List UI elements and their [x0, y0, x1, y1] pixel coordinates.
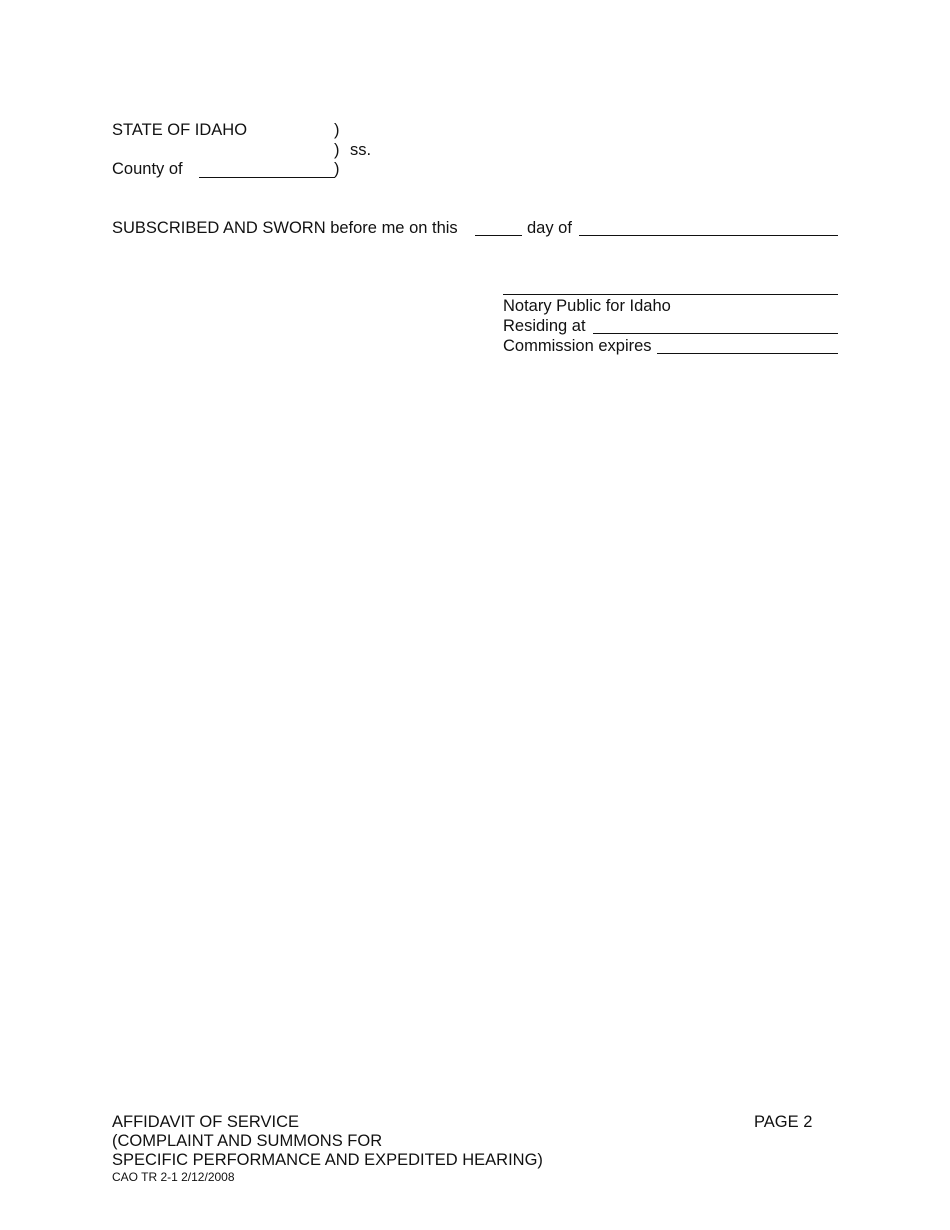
venue-paren-2: )	[334, 141, 340, 159]
commission-underline	[657, 353, 838, 354]
day-of-label: day of	[527, 219, 572, 237]
month-year-field[interactable]	[579, 217, 838, 237]
month-year-underline	[579, 235, 838, 236]
sworn-text: SUBSCRIBED AND SWORN before me on this	[112, 219, 458, 237]
commission-label: Commission expires	[503, 337, 652, 355]
notary-signature-line	[503, 294, 838, 295]
venue-paren-1: )	[334, 121, 340, 139]
ss-label: ss.	[350, 141, 372, 159]
residing-underline	[593, 333, 838, 334]
venue-paren-3: )	[334, 160, 340, 178]
day-underline	[475, 235, 522, 236]
footer-subtitle-2: SPECIFIC PERFORMANCE AND EXPEDITED HEARING)	[112, 1151, 543, 1169]
page-number: PAGE 2	[754, 1113, 813, 1131]
county-underline	[199, 177, 335, 178]
day-field[interactable]	[475, 217, 522, 237]
state-label: STATE OF IDAHO	[112, 121, 248, 139]
residing-field[interactable]	[593, 315, 838, 335]
county-field[interactable]	[199, 158, 335, 178]
county-label: County of	[112, 160, 183, 178]
footer-subtitle-1: (COMPLAINT AND SUMMONS FOR	[112, 1132, 383, 1150]
notary-signature-field[interactable]	[503, 275, 838, 295]
form-code: CAO TR 2-1 2/12/2008	[112, 1170, 235, 1184]
footer-title: AFFIDAVIT OF SERVICE	[112, 1113, 300, 1131]
commission-field[interactable]	[657, 335, 838, 355]
residing-label: Residing at	[503, 317, 586, 335]
notary-title: Notary Public for Idaho	[503, 297, 671, 315]
